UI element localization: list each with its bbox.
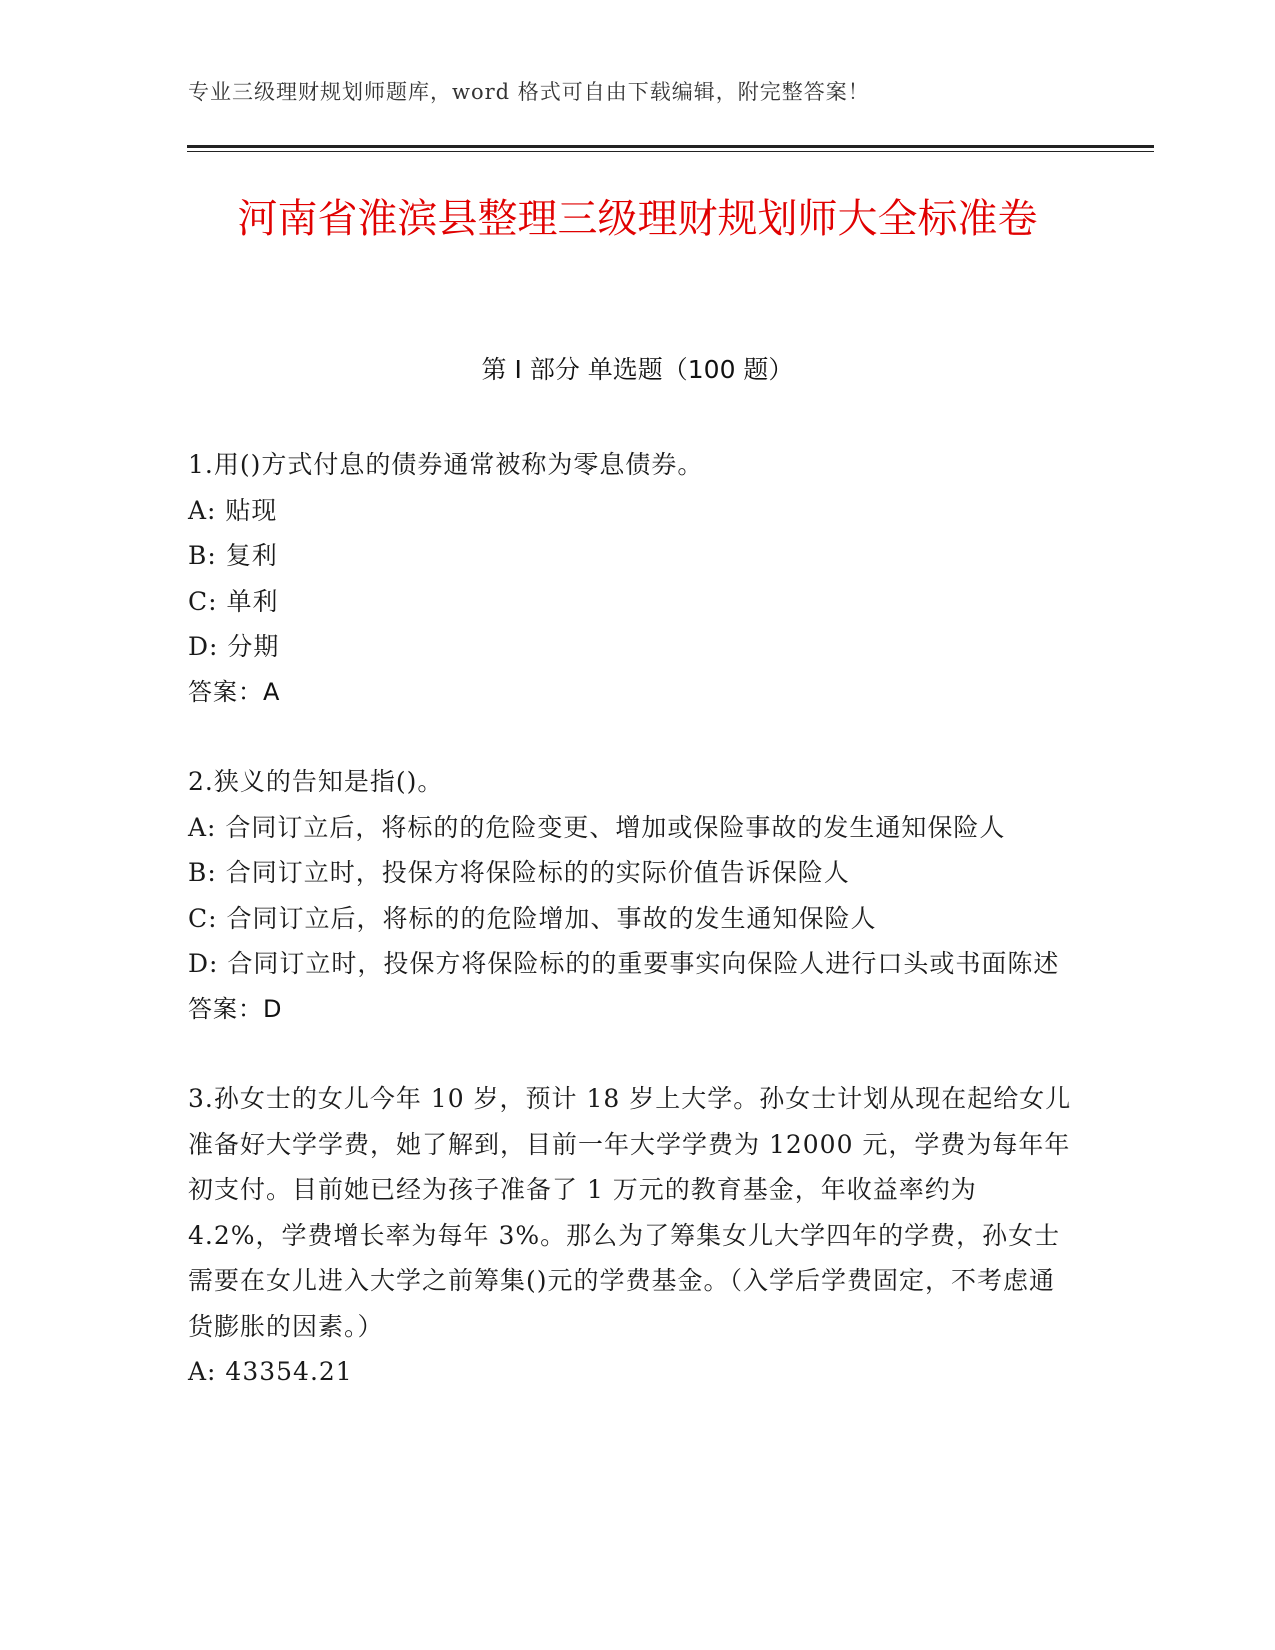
option-a: A: 合同订立后，将标的的危险变更、增加或保险事故的发生通知保险人 (188, 812, 1006, 842)
answer-line: 答案：A (188, 677, 281, 706)
header-rule-thick (187, 145, 1154, 148)
question-item (188, 759, 1073, 1032)
option-c: C: 合同订立后，将标的的危险增加、事故的发生通知保险人 (188, 903, 877, 933)
section-title: 第 I 部分 单选题（100 题） (481, 355, 794, 384)
header-rule-thin (187, 151, 1154, 152)
header-note: 专业三级理财规划师题库，word 格式可自由下载编辑，附完整答案！ (188, 80, 870, 104)
answer-line: 答案：D (188, 994, 283, 1023)
question-item (188, 442, 1073, 715)
option-d: D: 分期 (188, 632, 280, 661)
option-b: B: 复利 (188, 541, 278, 570)
question-stem: 3.孙女士的女儿今年 10 岁，预计 18 岁上大学。孙女士计划从现在起给女儿准备好大学学费，她了解到，目前一年大学学费为 12000 元，学费为每年年初支付。目前她已经为孩子准备了 1 万元的教育基金，年收益率约为 4.2%，学费增长率为每年 3%。那么为了筹集女儿大学四年的学费，孙女士需要在女儿进入大学之前筹集()元的学费基金。（入学后学费固定，不考虑通货膨胀的因素。） (188, 1084, 1072, 1341)
document-title: 河南省淮滨县整理三级理财规划师大全标准卷 (237, 196, 1038, 242)
option-c: C: 单利 (188, 586, 279, 616)
question-list (188, 442, 1073, 1439)
question-item (188, 1076, 1073, 1395)
option-a: A: 贴现 (188, 495, 278, 525)
question-stem: 2.狭义的告知是指()。 (188, 767, 444, 796)
option-a: A: 43354.21 (188, 1357, 353, 1386)
option-d: D: 合同订立时，投保方将保险标的的重要事实向保险人进行口头或书面陈述 (188, 949, 1060, 978)
option-b: B: 合同订立时，投保方将保险标的的实际价值告诉保险人 (188, 858, 850, 887)
question-stem: 1.用()方式付息的债券通常被称为零息债券。 (188, 450, 704, 479)
